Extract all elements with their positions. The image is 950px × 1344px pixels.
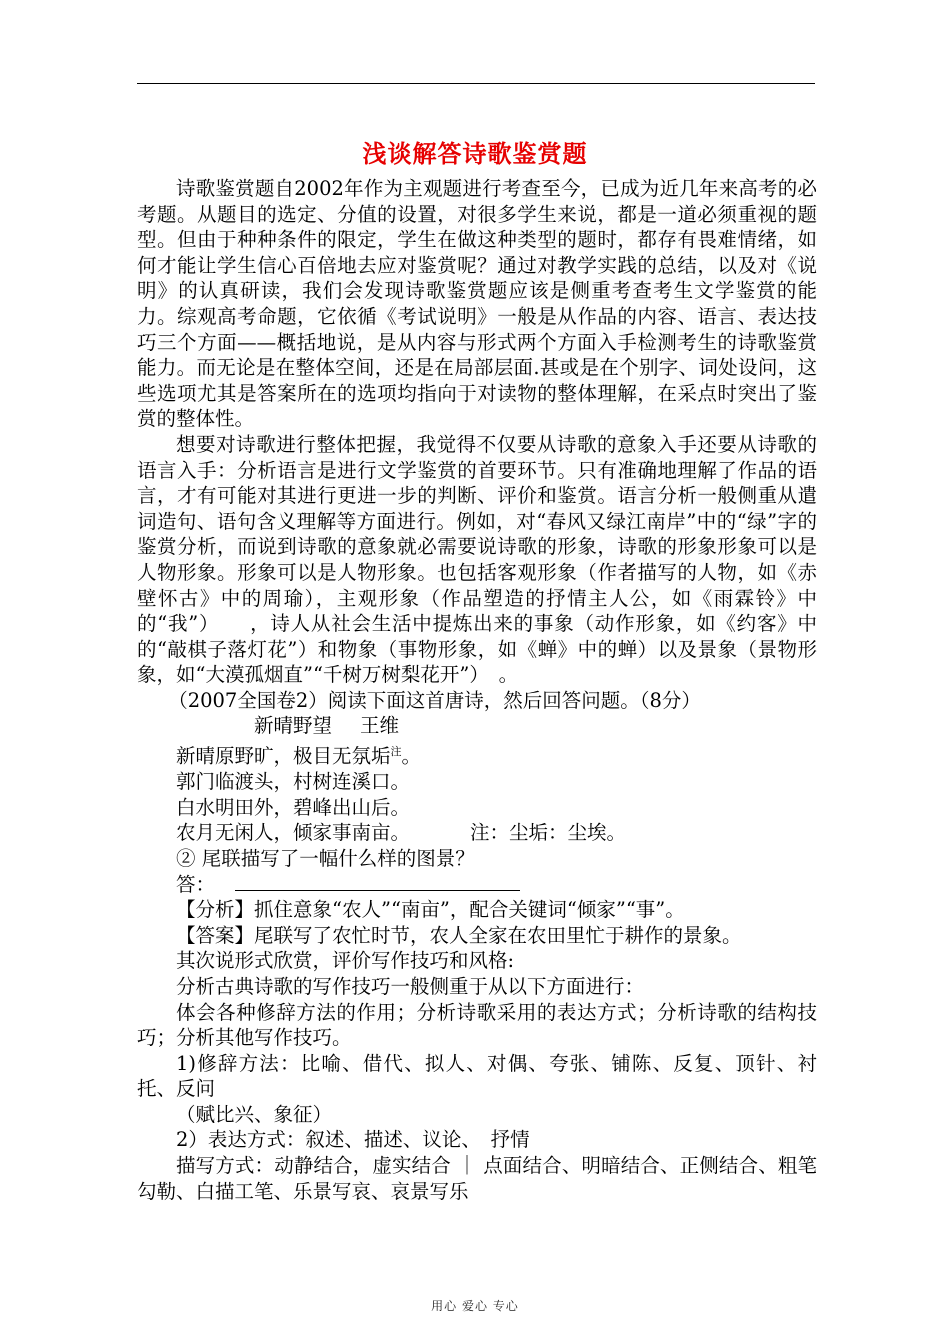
rhetoric-methods-extra: （赋比兴、象征）: [176, 1102, 333, 1126]
answer-line: [137, 872, 817, 898]
description-methods: 描写方式：动静结合，虚实结合 ｜ 点面结合、明暗结合、正侧结合、粗笔勾勒、白描工笔、乐景写哀、哀景写乐: [137, 1154, 817, 1203]
poem-line-3: 白水明田外，碧峰出山后。: [176, 795, 411, 819]
header-rule: [137, 83, 815, 84]
answer-text: 【答案】尾联写了农忙时节，农人全家在农田里忙于耕作的景象。: [176, 923, 742, 947]
footnote-marker: 注: [390, 745, 402, 759]
poem-heading: [137, 713, 817, 739]
answer-blank: [235, 872, 520, 891]
poem-note: 注：尘垢：尘埃。: [470, 821, 627, 845]
rhetoric-methods: 1)修辞方法：比喻、借代、拟人、对偶、夸张、铺陈、反复、顶针、衬托、反问: [137, 1051, 817, 1101]
document-body: [137, 176, 817, 1204]
poem-line-4: 农月无闲人，倾家事南亩。 注：尘垢：尘埃。: [176, 821, 627, 845]
page-footer: 用心 爱心 专心: [431, 1299, 519, 1313]
form-paragraph-1: 分析古典诗歌的写作技巧一般侧重于从以下方面进行：: [176, 974, 645, 998]
paragraph-imagery: 想要对诗歌进行整体把握，我觉得不仅要从诗歌的意象入手还要从诗歌的语言入手：分析语言是进行文学鉴赏的首要环节。只有准确地理解了作品的语言，才有可能对其进行更进一步的判断、评价和鉴赏。语言分析一般侧重从遣词造句、语句含义理解等方面进行。例如，对“春风又绿江南岸”中的“绿”字的鉴赏分析，而说到诗歌的意象就必需要说诗歌的形象，诗歌的形象形象可以是人物形象。形象可以是人物形象。也包括客观形象（作者描写的人物，如《赤壁怀古》中的周瑜），主观形象（作品塑造的抒情主人公，如《雨霖铃》中的“我”） ，诗人从社会生活中提炼出来的事象（动作形象，如《约客》中的“敲棋子落灯花”）和物象（事物形象，如《蝉》中的蝉）以及景象（景物形象，如“大漠孤烟直”“千树万树梨花开”） 。: [137, 432, 817, 687]
poem-title: 新晴野望: [254, 714, 333, 738]
page-title: 浅谈解答诗歌鉴赏题: [362, 140, 588, 168]
poem-author: 王维: [360, 714, 400, 738]
form-paragraph-2: 体会各种修辞方法的作用；分析诗歌采用的表达方式；分析诗歌的结构技巧；分析其他写作技巧。: [137, 1000, 817, 1050]
question-text: ② 尾联描写了一幅什么样的图景？: [176, 846, 475, 870]
poem-line-1: 新晴原野旷，极目无氛垢$^注$。: [176, 744, 422, 768]
paragraph-intro: 诗歌鉴赏题自2002年作为主观题进行考查至今，已成为近几年来高考的必考题。从题目的选定、分值的设置，对很多学生来说，都是一道必须重视的题型。但由于种种条件的限定，学生在做这种类型的题时，都存有畏难情绪，如何才能让学生信心百倍地去应对鉴赏呢？通过对教学实践的总结，以及对《说明》的认真研读，我们会发现诗歌鉴赏题应该是侧重考查考生文学鉴赏的能力。综观高考命题，它依循《考试说明》一般是从作品的内容、语言、表达技巧三个方面——概括地说，是从内容与形式两个方面入手检测考生的诗歌鉴赏能力。而无论是在整体空间，还是在局部层面.甚或是在个别字、词处设问，这些选项尤其是答案所在的选项均指向于对读物的整体理解，在采点时突出了鉴赏的整体性。: [137, 177, 817, 431]
exam-question-intro: （2007全国卷2）阅读下面这首唐诗，然后回答问题。（8分）: [168, 688, 701, 712]
poem-line-2: 郭门临渡头，村树连溪口。: [176, 770, 411, 794]
analysis-text: 【分析】抓住意象“农人”“南亩”，配合关键词“倾家”“事”。: [176, 898, 685, 922]
form-intro: 其次说形式欣赏，评价写作技巧和风格:: [176, 949, 515, 973]
answer-label: 答：: [176, 872, 216, 896]
expression-methods: 2）表达方式：叙述、描述、议论、 抒情: [176, 1128, 530, 1152]
